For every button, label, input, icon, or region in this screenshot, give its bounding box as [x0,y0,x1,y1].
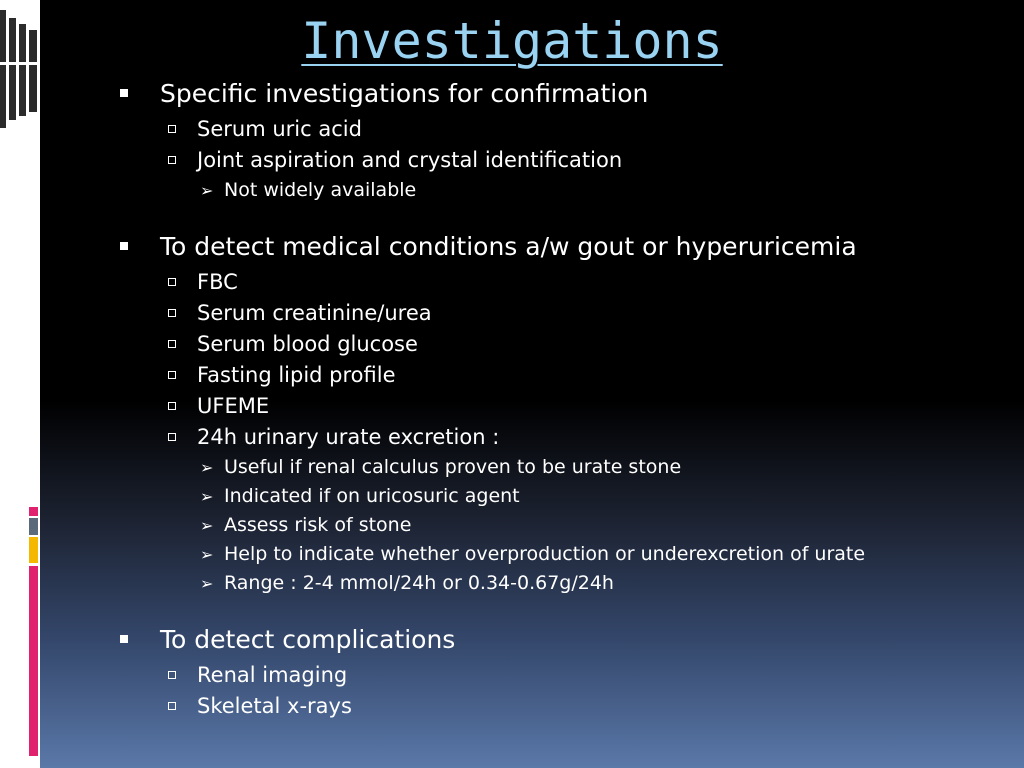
list-item: Serum uric acid [120,114,1000,145]
slide-content [120,74,1000,722]
sub-list-item: ➢ Useful if renal calculus proven to be urate stone [120,453,1000,482]
accent-bar-magenta-long [29,566,38,756]
hollow-square-bullet-icon [168,433,176,441]
hollow-square-bullet-icon [168,340,176,348]
section-heading: To detect medical conditions a/w gout or hyperuricemia [120,227,1000,267]
list-item: Serum blood glucose [120,329,1000,360]
arrow-bullet-icon: ➢ [200,516,214,535]
accent-bar-yellow [29,537,38,563]
arrow-bullet-icon: ➢ [200,458,214,477]
list-item: UFEME [120,391,1000,422]
square-bullet-icon [120,242,128,250]
hollow-square-bullet-icon [168,156,176,164]
hollow-square-bullet-icon [168,671,176,679]
list-item: Renal imaging [120,660,1000,691]
accent-bar-gray [29,518,38,535]
list-item: 24h urinary urate excretion : [120,422,1000,453]
sub-list-item: ➢ Help to indicate whether overproduction or underexcretion of urate [120,540,1000,569]
arrow-bullet-icon: ➢ [200,545,214,564]
hollow-square-bullet-icon [168,371,176,379]
section-heading: Specific investigations for confirmation [120,74,1000,114]
hollow-square-bullet-icon [168,402,176,410]
arrow-bullet-icon: ➢ [200,487,214,506]
hollow-square-bullet-icon [168,125,176,133]
arrow-bullet-icon: ➢ [200,574,214,593]
slide-title: Investigations [301,12,723,70]
hollow-square-bullet-icon [168,278,176,286]
accent-bar-magenta-top [29,507,38,516]
list-item: Joint aspiration and crystal identification [120,145,1000,176]
sub-list-item: ➢ Indicated if on uricosuric agent [120,482,1000,511]
sub-list-item: ➢ Not widely available [120,176,1000,205]
list-item: Serum creatinine/urea [120,298,1000,329]
hollow-square-bullet-icon [168,702,176,710]
list-item: FBC [120,267,1000,298]
square-bullet-icon [120,635,128,643]
arrow-bullet-icon: ➢ [200,181,214,200]
sub-list-item: ➢ Range : 2-4 mmol/24h or 0.34-0.67g/24h [120,569,1000,598]
square-bullet-icon [120,89,128,97]
section-heading: To detect complications [120,620,1000,660]
sub-list-item: ➢ Assess risk of stone [120,511,1000,540]
list-item: Skeletal x-rays [120,691,1000,722]
list-item: Fasting lipid profile [120,360,1000,391]
hollow-square-bullet-icon [168,309,176,317]
